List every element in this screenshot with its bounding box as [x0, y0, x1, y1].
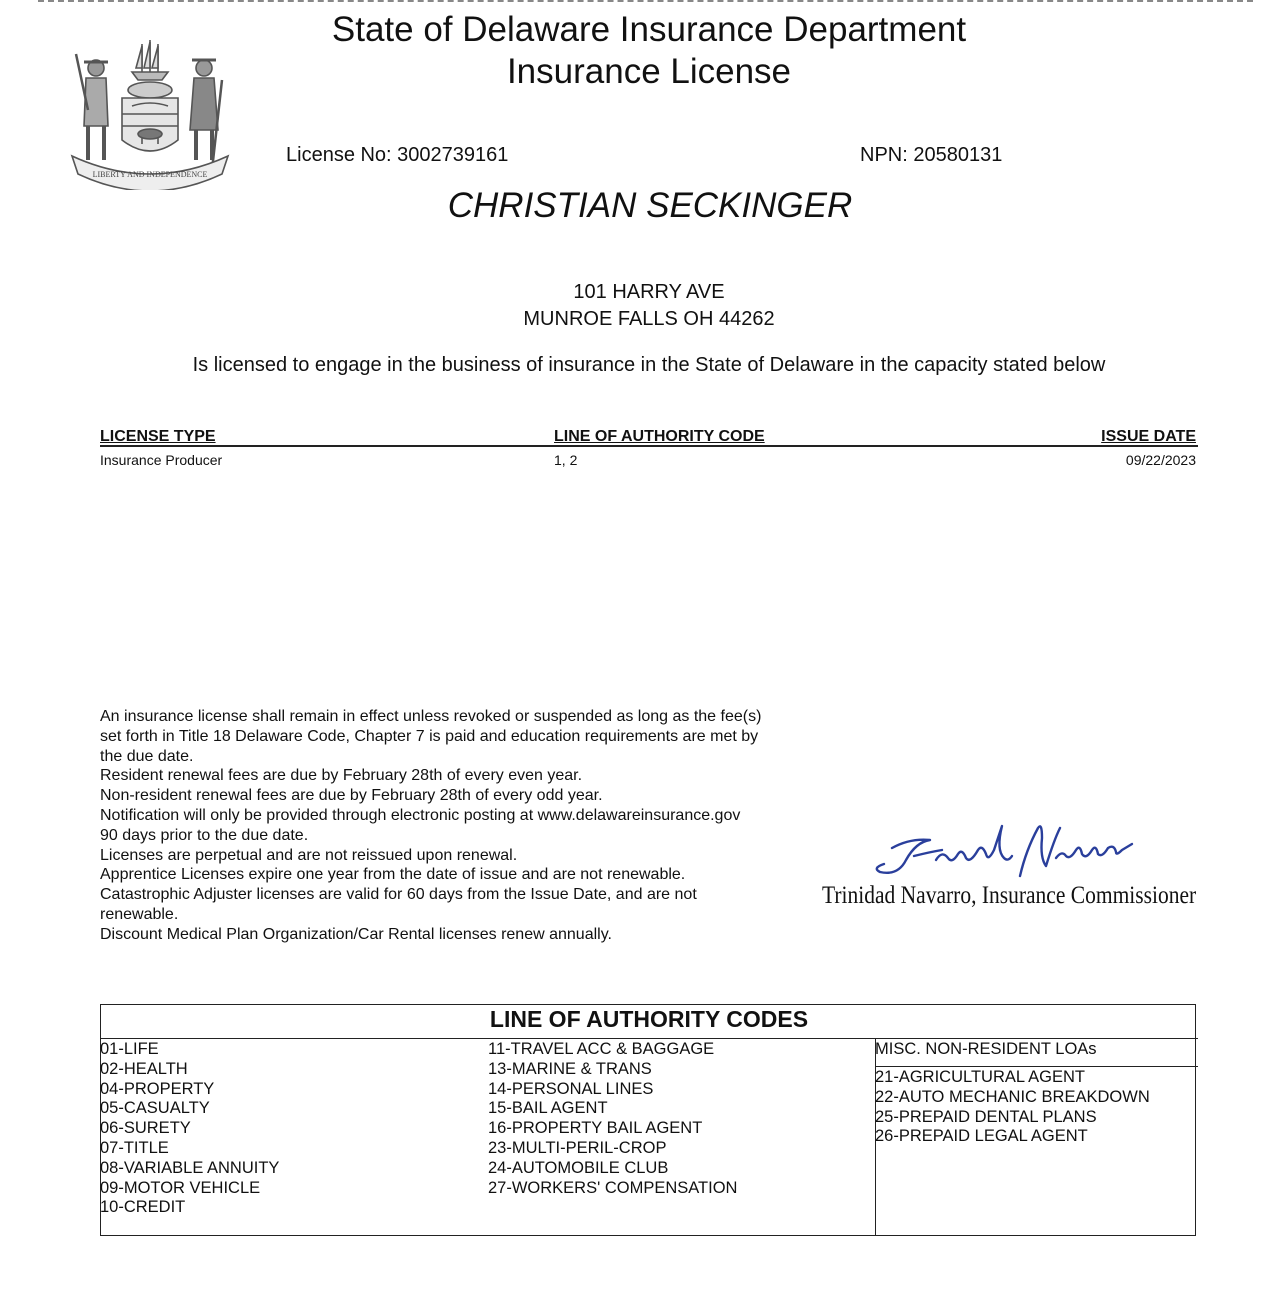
list-item: 04-PROPERTY [100, 1079, 215, 1098]
licensee-name: CHRISTIAN SECKINGER [447, 186, 853, 225]
codes-column-1 [100, 1040, 279, 1218]
page-title: State of Delaware Insurance Department [331, 10, 967, 49]
address-line-2: MUNROE FALLS OH 44262 [523, 308, 775, 330]
notice-line: Licenses are perpetual and are not reissued upon renewal. [100, 846, 518, 864]
list-item: 16-PROPERTY BAIL AGENT [488, 1119, 703, 1138]
list-item: 21-AGRICULTURAL AGENT [875, 1068, 1085, 1086]
list-item: 08-VARIABLE ANNUITY [100, 1158, 280, 1177]
codes-title-rule [100, 1038, 1198, 1039]
list-item: 23-MULTI-PERIL-CROP [488, 1138, 667, 1157]
cell-loa-code: 1, 2 [554, 452, 578, 468]
list-item: 15-BAIL AGENT [488, 1099, 608, 1118]
notice-line: the due date. [100, 747, 194, 765]
list-item: 05-CASUALTY [100, 1099, 210, 1118]
list-item: 11-TRAVEL ACC & BAGGAGE [488, 1040, 715, 1058]
list-item: 26-PREPAID LEGAL AGENT [875, 1127, 1088, 1146]
commissioner-signature-icon [870, 820, 1140, 885]
authority-codes-title: LINE OF AUTHORITY CODES [489, 1006, 809, 1032]
list-item: 01-LIFE [100, 1040, 159, 1058]
list-item: 27-WORKERS' COMPENSATION [488, 1178, 738, 1197]
notice-line: 90 days prior to the due date. [100, 826, 309, 844]
license-notice [100, 707, 840, 945]
misc-codes-header: MISC. NON-RESIDENT LOAs [875, 1040, 1097, 1058]
table-header-rule [100, 445, 1198, 447]
seal-motto: LIBERTY AND INDEPENDENCE [92, 170, 208, 179]
cell-license-type: Insurance Producer [100, 452, 223, 468]
notice-line: An insurance license shall remain in effect unless revoked or suspended as long as the fee(s) [100, 708, 762, 725]
notice-line: Notification will only be provided through electronic posting at www.delawareinsurance.gov [100, 806, 741, 824]
list-item: 07-TITLE [100, 1138, 169, 1157]
codes-column-2 [488, 1040, 737, 1198]
list-item: 25-PREPAID DENTAL PLANS [875, 1107, 1097, 1126]
notice-line: renewable. [100, 905, 179, 923]
list-item: 22-AUTO MECHANIC BREAKDOWN [875, 1087, 1150, 1106]
license-number: License No: 3002739161 [286, 144, 509, 166]
list-item: 13-MARINE & TRANS [488, 1059, 652, 1078]
list-item: 09-MOTOR VEHICLE [100, 1178, 261, 1197]
license-statement: Is licensed to engage in the business of insurance in the State of Delaware in the capacity stated below [192, 354, 1106, 376]
address-line-1: 101 HARRY AVE [573, 281, 725, 303]
cut-line-divider [38, 0, 1253, 2]
notice-line: Discount Medical Plan Organization/Car Rental licenses renew annually. [100, 925, 612, 943]
codes-column-3 [875, 1068, 1150, 1147]
page-subtitle: Insurance License [506, 52, 792, 91]
notice-line: Resident renewal fees are due by February 28th of every even year. [100, 767, 583, 785]
misc-header-rule [875, 1066, 1198, 1067]
col-header-issue-date: ISSUE DATE [1101, 428, 1196, 445]
npn-number: NPN: 20580131 [860, 144, 1003, 166]
cell-issue-date: 09/22/2023 [1125, 452, 1196, 468]
list-item: 24-AUTOMOBILE CLUB [488, 1158, 669, 1177]
signature-caption: Trinidad Navarro, Insurance Commissioner [822, 882, 1197, 909]
notice-line: Apprentice Licenses expire one year from the date of issue and are not renewable. [100, 866, 686, 884]
col-header-loa-code: LINE OF AUTHORITY CODE [554, 428, 765, 445]
list-item: 14-PERSONAL LINES [488, 1079, 654, 1098]
notice-line: Catastrophic Adjuster licenses are valid for 60 days from the Issue Date, and are not [100, 886, 697, 904]
list-item: 06-SURETY [100, 1119, 191, 1138]
notice-line: set forth in Title 18 Delaware Code, Chapter 7 is paid and education requirements are met by [100, 727, 759, 745]
list-item: 10-CREDIT [100, 1198, 186, 1217]
list-item: 02-HEALTH [100, 1059, 188, 1078]
col-header-license-type: LICENSE TYPE [100, 428, 216, 445]
notice-line: Non-resident renewal fees are due by February 28th of every odd year. [100, 787, 603, 805]
